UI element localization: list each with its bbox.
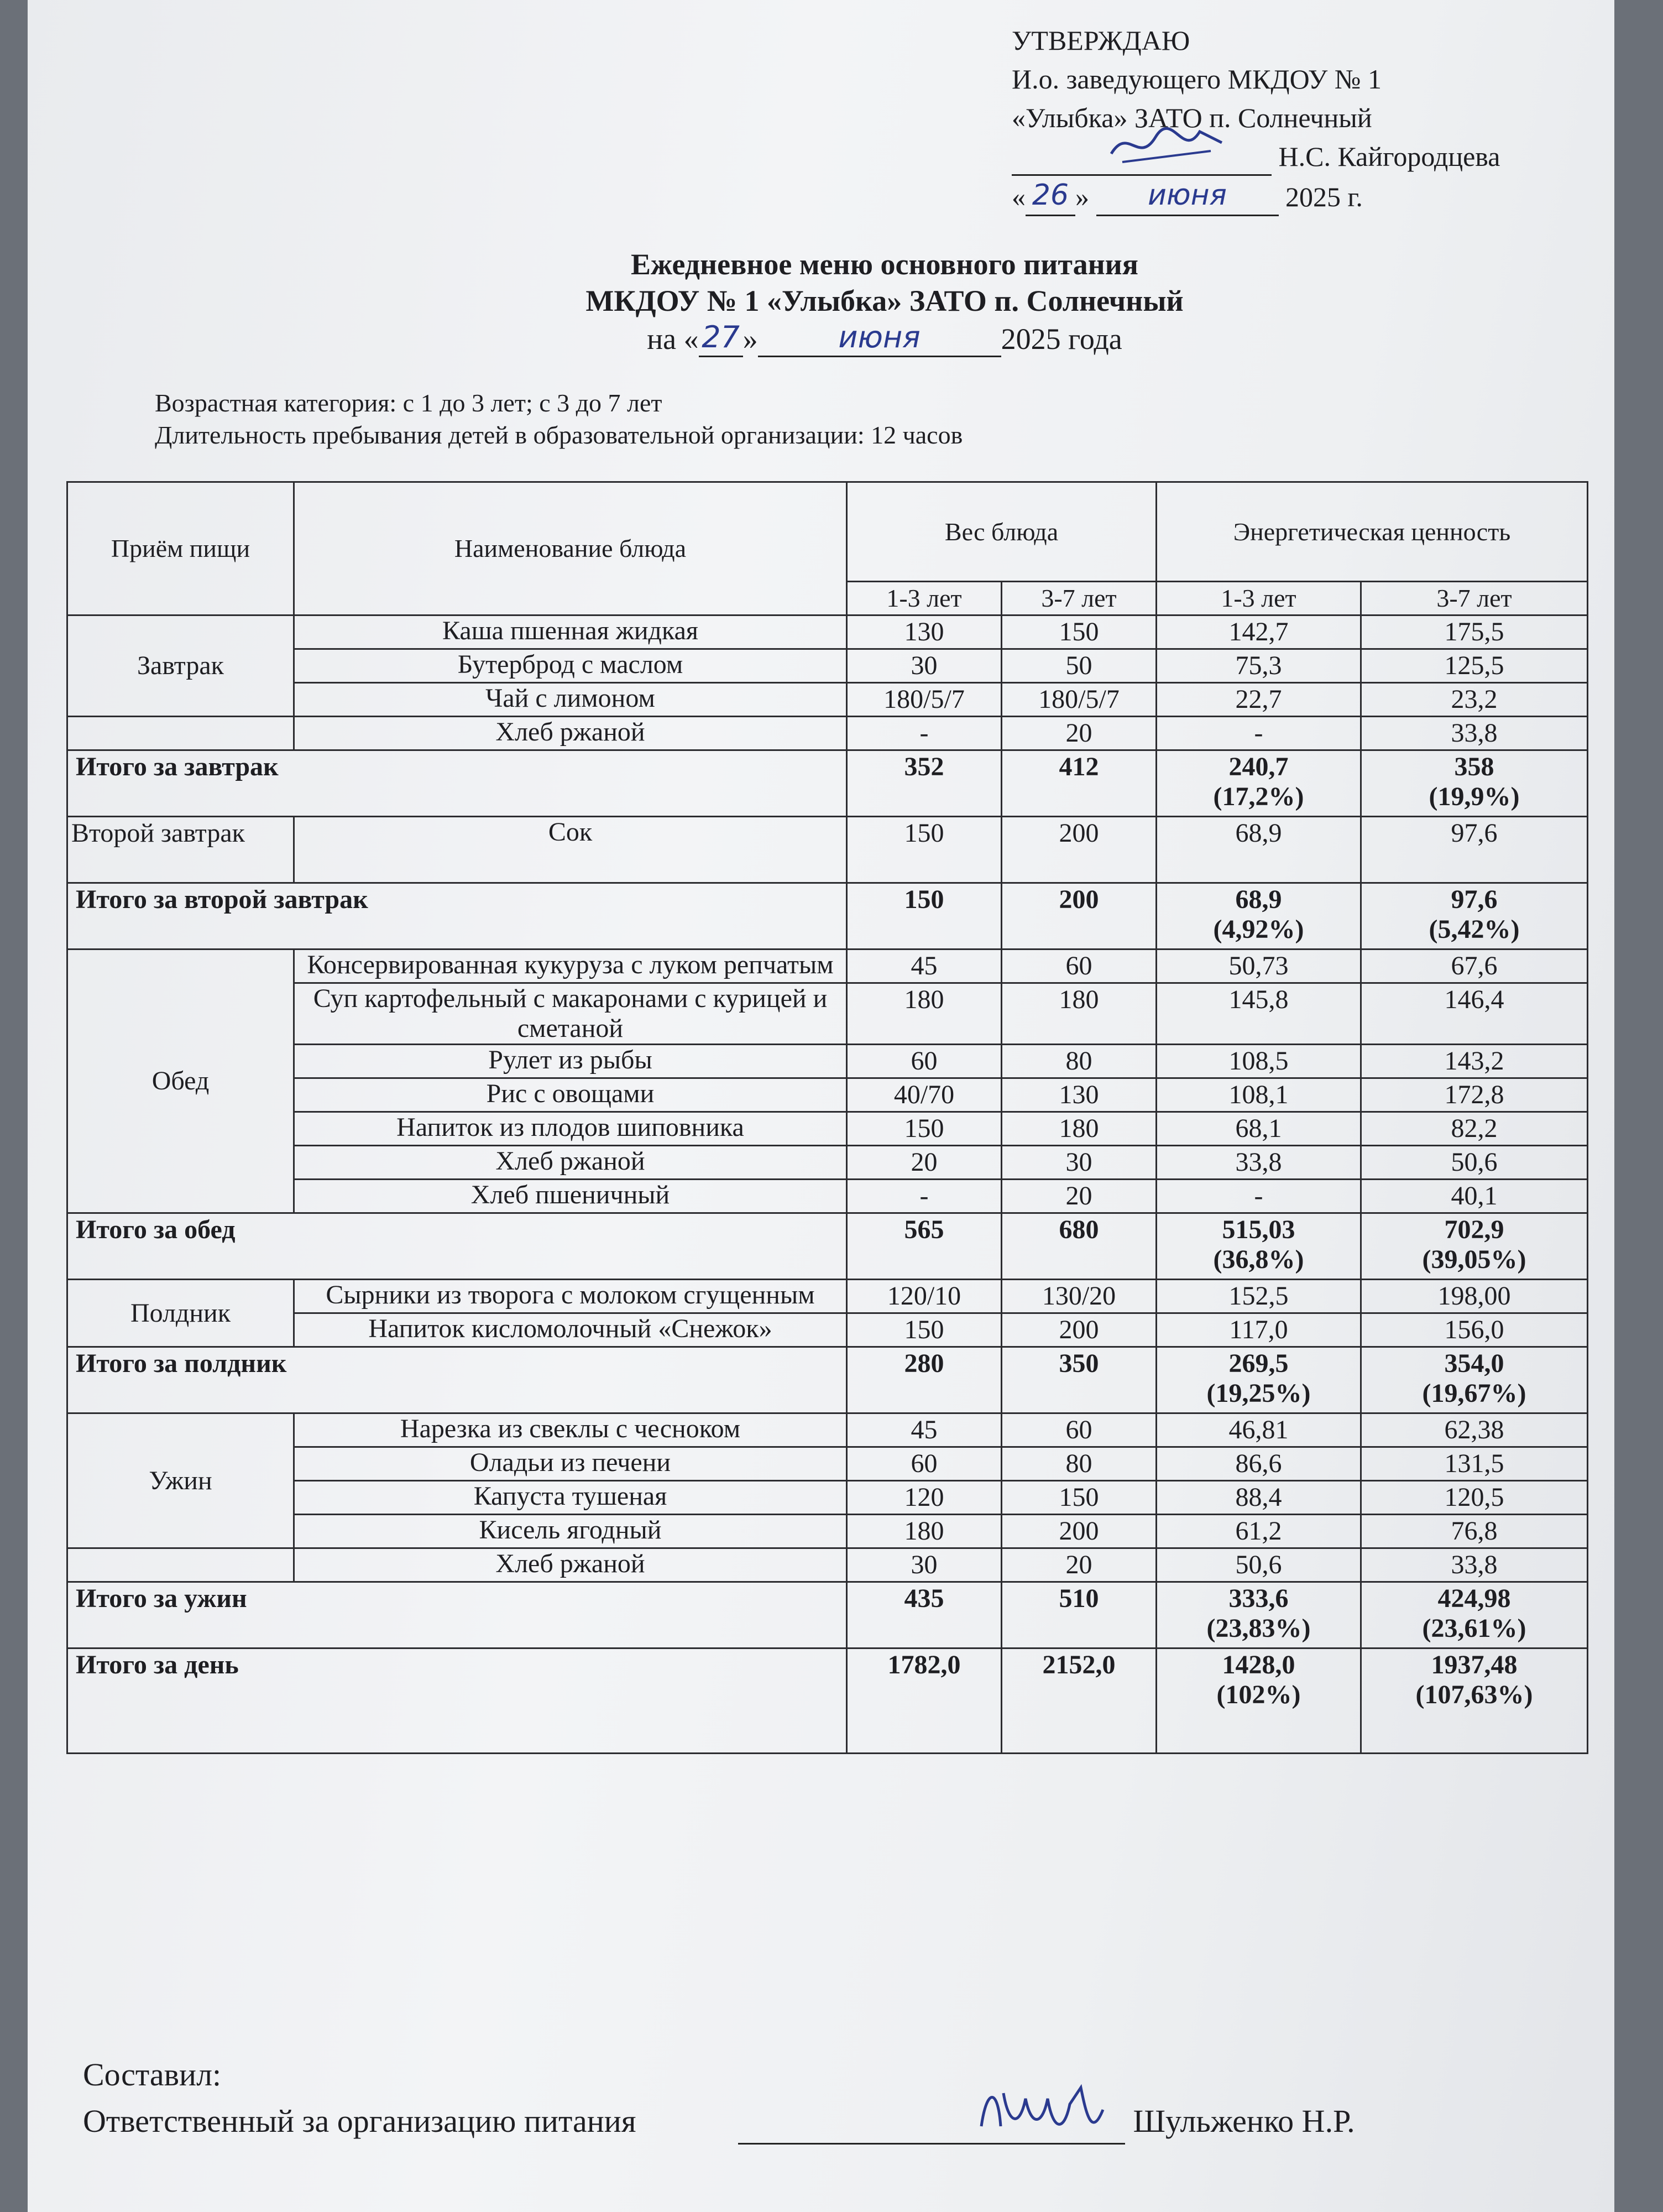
weight-age2: 180/5/7 (1002, 683, 1157, 717)
total-energy-age2 (1361, 750, 1588, 817)
total-energy-percent: (5,42%) (1429, 915, 1520, 944)
weight-age2: 30 (1002, 1146, 1157, 1180)
energy-age1: 75,3 (1157, 649, 1361, 683)
weight-age2: 180 (1002, 983, 1157, 1045)
energy-age2: 198,00 (1361, 1280, 1588, 1313)
total-energy-value: 702,9 (1444, 1215, 1504, 1244)
weight-age2: 20 (1002, 717, 1157, 750)
date-open-quote: « (1012, 181, 1026, 212)
energy-age1: 108,5 (1157, 1045, 1361, 1078)
approval-signature-mark (1106, 121, 1227, 170)
menu-date-month: июня (758, 319, 1001, 357)
page-title: Ежедневное меню основного питания (630, 248, 1139, 281)
signature-line (738, 2110, 1125, 2145)
table-row (67, 717, 1588, 750)
dish-name: Напиток из плодов шиповника (294, 1112, 847, 1146)
energy-age1: 142,7 (1157, 615, 1361, 649)
energy-age1: 68,9 (1157, 817, 1361, 883)
total-energy-age2 (1361, 1648, 1588, 1754)
total-row-breakfast (67, 750, 1588, 817)
header-meal: Приём пищи (67, 482, 294, 615)
dish-name: Суп картофельный с макаронами с курицей и сметаной (294, 983, 847, 1045)
total-energy-percent: (107,63%) (1415, 1680, 1533, 1709)
weight-age1: 120 (847, 1481, 1002, 1515)
dish-name: Сок (294, 817, 847, 883)
approval-date-month: июня (1096, 176, 1279, 216)
weight-age2: 80 (1002, 1447, 1157, 1481)
total-energy-age2 (1361, 1213, 1588, 1280)
approval-signer: Н.С. Кайгородцева (1278, 141, 1500, 172)
weight-age2: 150 (1002, 615, 1157, 649)
dish-name: Бутерброд с маслом (294, 649, 847, 683)
total-energy-value: 424,98 (1437, 1584, 1511, 1613)
empty-meal-cell (67, 1548, 294, 1582)
approval-line1: И.о. заведующего МКДОУ № 1 (1012, 64, 1382, 95)
meal-breakfast: Завтрак (67, 615, 294, 717)
energy-age2: 97,6 (1361, 817, 1588, 883)
total-energy-value: 1428,0 (1222, 1650, 1295, 1679)
energy-age1: 50,73 (1157, 950, 1361, 983)
energy-age1: 86,6 (1157, 1447, 1361, 1481)
energy-age2: 23,2 (1361, 683, 1588, 717)
energy-age2: 175,5 (1361, 615, 1588, 649)
energy-age2: 33,8 (1361, 717, 1588, 750)
weight-age1: 180/5/7 (847, 683, 1002, 717)
total-energy-value: 97,6 (1451, 885, 1498, 914)
table-row (67, 950, 1588, 983)
total-weight-age2: 510 (1002, 1582, 1157, 1648)
dish-name: Рулет из рыбы (294, 1045, 847, 1078)
total-weight-age1: 1782,0 (847, 1648, 1002, 1754)
table-row (67, 1112, 1588, 1146)
total-weight-age1: 565 (847, 1213, 1002, 1280)
dish-name: Чай с лимоном (294, 683, 847, 717)
total-row-lunch (67, 1213, 1588, 1280)
approval-heading: УТВЕРЖДАЮ (1012, 25, 1190, 56)
energy-age1: 50,6 (1157, 1548, 1361, 1582)
energy-age2: 40,1 (1361, 1180, 1588, 1213)
menu-date-suffix: 2025 года (1001, 322, 1122, 356)
energy-age1: 108,1 (1157, 1078, 1361, 1112)
menu-date-day: 27 (699, 319, 743, 357)
energy-age1: 61,2 (1157, 1515, 1361, 1548)
menu-table (66, 481, 1588, 1754)
table-row (67, 615, 1588, 649)
total-row-snack (67, 1347, 1588, 1413)
title-block (415, 246, 1355, 357)
energy-age2: 120,5 (1361, 1481, 1588, 1515)
weight-age1: 40/70 (847, 1078, 1002, 1112)
menu-date-prefix: на « (647, 322, 699, 356)
energy-age2: 76,8 (1361, 1515, 1588, 1548)
total-weight-age1: 150 (847, 883, 1002, 950)
energy-age2: 33,8 (1361, 1548, 1588, 1582)
meal-second-breakfast: Второй завтрак (67, 817, 294, 883)
table-row (67, 983, 1588, 1045)
total-energy-percent: (17,2%) (1213, 782, 1304, 811)
total-energy-value: 358 (1454, 752, 1494, 781)
energy-age2: 156,0 (1361, 1313, 1588, 1347)
total-energy-value: 240,7 (1228, 752, 1289, 781)
total-label: Итого за обед (67, 1213, 847, 1280)
total-energy-age2 (1361, 1582, 1588, 1648)
header-row-1 (67, 482, 1588, 582)
meal-snack: Полдник (67, 1280, 294, 1347)
energy-age1: 152,5 (1157, 1280, 1361, 1313)
energy-age1: 145,8 (1157, 983, 1361, 1045)
total-energy-age2 (1361, 1347, 1588, 1413)
dish-name: Каша пшенная жидкая (294, 615, 847, 649)
weight-age2: 20 (1002, 1548, 1157, 1582)
weight-age1: 45 (847, 950, 1002, 983)
composed-label: Составил: (83, 2057, 222, 2093)
weight-age1: 60 (847, 1045, 1002, 1078)
energy-age2: 125,5 (1361, 649, 1588, 683)
table-row (67, 683, 1588, 717)
total-weight-age1: 280 (847, 1347, 1002, 1413)
total-energy-value: 269,5 (1228, 1349, 1289, 1378)
weight-age2: 20 (1002, 1180, 1157, 1213)
date-close-quote: » (1075, 181, 1089, 212)
total-energy-value: 333,6 (1228, 1584, 1289, 1613)
energy-age1: 33,8 (1157, 1146, 1361, 1180)
total-energy-age2 (1361, 883, 1588, 950)
energy-age1: 117,0 (1157, 1313, 1361, 1347)
table-row (67, 1045, 1588, 1078)
total-weight-age2: 680 (1002, 1213, 1157, 1280)
weight-age2: 50 (1002, 649, 1157, 683)
header-dish: Наименование блюда (294, 482, 847, 615)
dish-name: Консервированная кукуруза с луком репчатым (294, 950, 847, 983)
table-row (67, 1280, 1588, 1313)
page-subtitle: МКДОУ № 1 «Улыбка» ЗАТО п. Солнечный (585, 284, 1184, 317)
header-weight-age1: 1-3 лет (847, 582, 1002, 615)
total-weight-age2: 350 (1002, 1347, 1157, 1413)
approval-date (1012, 176, 1620, 216)
total-energy-age1 (1157, 883, 1361, 950)
energy-age2: 62,38 (1361, 1413, 1588, 1447)
meal-dinner: Ужин (67, 1413, 294, 1548)
table-row (67, 1180, 1588, 1213)
empty-meal-cell (67, 717, 294, 750)
weight-age1: 150 (847, 1313, 1002, 1347)
total-energy-age1 (1157, 750, 1361, 817)
total-energy-value: 354,0 (1444, 1349, 1504, 1378)
weight-age1: 180 (847, 1515, 1002, 1548)
weight-age1: 130 (847, 615, 1002, 649)
approval-line2: «Улыбка» ЗАТО п. Солнечный (1012, 102, 1372, 133)
footer-block (83, 2052, 1631, 2145)
energy-age1: - (1157, 1180, 1361, 1213)
dish-name: Хлеб ржаной (294, 717, 847, 750)
energy-age2: 50,6 (1361, 1146, 1588, 1180)
total-energy-value: 68,9 (1235, 885, 1282, 914)
weight-age2: 130 (1002, 1078, 1157, 1112)
weight-age1: 60 (847, 1447, 1002, 1481)
table-row (67, 817, 1588, 883)
total-energy-percent: (19,9%) (1429, 782, 1520, 811)
approval-date-year: 2025 г. (1285, 181, 1363, 212)
total-row-day (67, 1648, 1588, 1754)
total-energy-value: 1937,48 (1431, 1650, 1518, 1679)
weight-age1: 30 (847, 1548, 1002, 1582)
weight-age2: 60 (1002, 1413, 1157, 1447)
weight-age1: 30 (847, 649, 1002, 683)
weight-age2: 150 (1002, 1481, 1157, 1515)
table-row (67, 1146, 1588, 1180)
table-row (67, 1078, 1588, 1112)
total-energy-percent: (102%) (1216, 1680, 1301, 1709)
table-row (67, 649, 1588, 683)
total-label: Итого за ужин (67, 1582, 847, 1648)
table-row (67, 1515, 1588, 1548)
total-energy-percent: (4,92%) (1213, 915, 1304, 944)
weight-age2: 180 (1002, 1112, 1157, 1146)
menu-date (415, 319, 1355, 357)
weight-age2: 200 (1002, 1313, 1157, 1347)
total-label: Итого за завтрак (67, 750, 847, 817)
header-weight-age2: 3-7 лет (1002, 582, 1157, 615)
total-energy-percent: (36,8%) (1213, 1245, 1304, 1274)
meal-lunch: Обед (67, 950, 294, 1213)
energy-age1: 88,4 (1157, 1481, 1361, 1515)
stay-duration: Длительность пребывания детей в образовательной организации: 12 часов (155, 421, 963, 449)
header-energy: Энергетическая ценность (1157, 482, 1588, 582)
dish-name: Кисель ягодный (294, 1515, 847, 1548)
weight-age1: 180 (847, 983, 1002, 1045)
energy-age2: 172,8 (1361, 1078, 1588, 1112)
weight-age1: 150 (847, 817, 1002, 883)
total-energy-age1 (1157, 1347, 1361, 1413)
total-label: Итого за день (67, 1648, 847, 1754)
weight-age2: 130/20 (1002, 1280, 1157, 1313)
document-page (28, 0, 1614, 2212)
weight-age2: 200 (1002, 1515, 1157, 1548)
total-energy-value: 515,03 (1222, 1215, 1295, 1244)
energy-age1: 22,7 (1157, 683, 1361, 717)
energy-age1: 68,1 (1157, 1112, 1361, 1146)
dish-name: Хлеб ржаной (294, 1146, 847, 1180)
table-row (67, 1447, 1588, 1481)
weight-age2: 60 (1002, 950, 1157, 983)
header-weight: Вес блюда (847, 482, 1157, 582)
total-row-dinner (67, 1582, 1588, 1648)
dish-name: Нарезка из свеклы с чесноком (294, 1413, 847, 1447)
total-energy-age1 (1157, 1582, 1361, 1648)
weight-age1: 150 (847, 1112, 1002, 1146)
energy-age2: 67,6 (1361, 950, 1588, 983)
header-energy-age1: 1-3 лет (1157, 582, 1361, 615)
table-row (67, 1413, 1588, 1447)
weight-age2: 200 (1002, 817, 1157, 883)
energy-age1: 46,81 (1157, 1413, 1361, 1447)
responsible-name: Шульженко Н.Р. (1133, 2103, 1355, 2139)
total-weight-age1: 435 (847, 1582, 1002, 1648)
table-row (67, 1548, 1588, 1582)
total-energy-percent: (23,83%) (1206, 1614, 1311, 1643)
table-row (67, 1313, 1588, 1347)
total-weight-age2: 412 (1002, 750, 1157, 817)
total-weight-age2: 2152,0 (1002, 1648, 1157, 1754)
menu-date-mid: » (742, 322, 758, 356)
total-row-second-breakfast (67, 883, 1588, 950)
dish-name: Напиток кисломолочный «Снежок» (294, 1313, 847, 1347)
energy-age2: 82,2 (1361, 1112, 1588, 1146)
approval-signature-line (1012, 137, 1620, 176)
header-energy-age2: 3-7 лет (1361, 582, 1588, 615)
total-energy-percent: (19,67%) (1422, 1379, 1526, 1408)
info-block (155, 387, 1482, 451)
weight-age1: - (847, 1180, 1002, 1213)
energy-age2: 146,4 (1361, 983, 1588, 1045)
table-row (67, 1481, 1588, 1515)
weight-age1: 20 (847, 1146, 1002, 1180)
total-energy-percent: (23,61%) (1422, 1614, 1526, 1643)
dish-name: Рис с овощами (294, 1078, 847, 1112)
energy-age2: 131,5 (1361, 1447, 1588, 1481)
total-weight-age2: 200 (1002, 883, 1157, 950)
dish-name: Капуста тушеная (294, 1481, 847, 1515)
total-energy-age1 (1157, 1213, 1361, 1280)
dish-name: Хлеб пшеничный (294, 1180, 847, 1213)
weight-age1: 120/10 (847, 1280, 1002, 1313)
dish-name: Сырники из творога с молоком сгущенным (294, 1280, 847, 1313)
total-label: Итого за полдник (67, 1347, 847, 1413)
total-label: Итого за второй завтрак (67, 883, 847, 950)
energy-age1: - (1157, 717, 1361, 750)
responsible-line (83, 2098, 1631, 2145)
footer-signature-mark (970, 2077, 1114, 2143)
responsible-label: Ответственный за организацию питания (83, 2103, 636, 2139)
approval-date-day: 26 (1026, 176, 1075, 216)
total-energy-percent: (39,05%) (1422, 1245, 1526, 1274)
weight-age2: 80 (1002, 1045, 1157, 1078)
weight-age1: - (847, 717, 1002, 750)
total-energy-age1 (1157, 1648, 1361, 1754)
approval-block (1012, 21, 1620, 216)
weight-age1: 45 (847, 1413, 1002, 1447)
total-weight-age1: 352 (847, 750, 1002, 817)
energy-age2: 143,2 (1361, 1045, 1588, 1078)
total-energy-percent: (19,25%) (1206, 1379, 1311, 1408)
dish-name: Оладьи из печени (294, 1447, 847, 1481)
dish-name: Хлеб ржаной (294, 1548, 847, 1582)
age-category: Возрастная категория: с 1 до 3 лет; с 3 до 7 лет (155, 389, 662, 417)
